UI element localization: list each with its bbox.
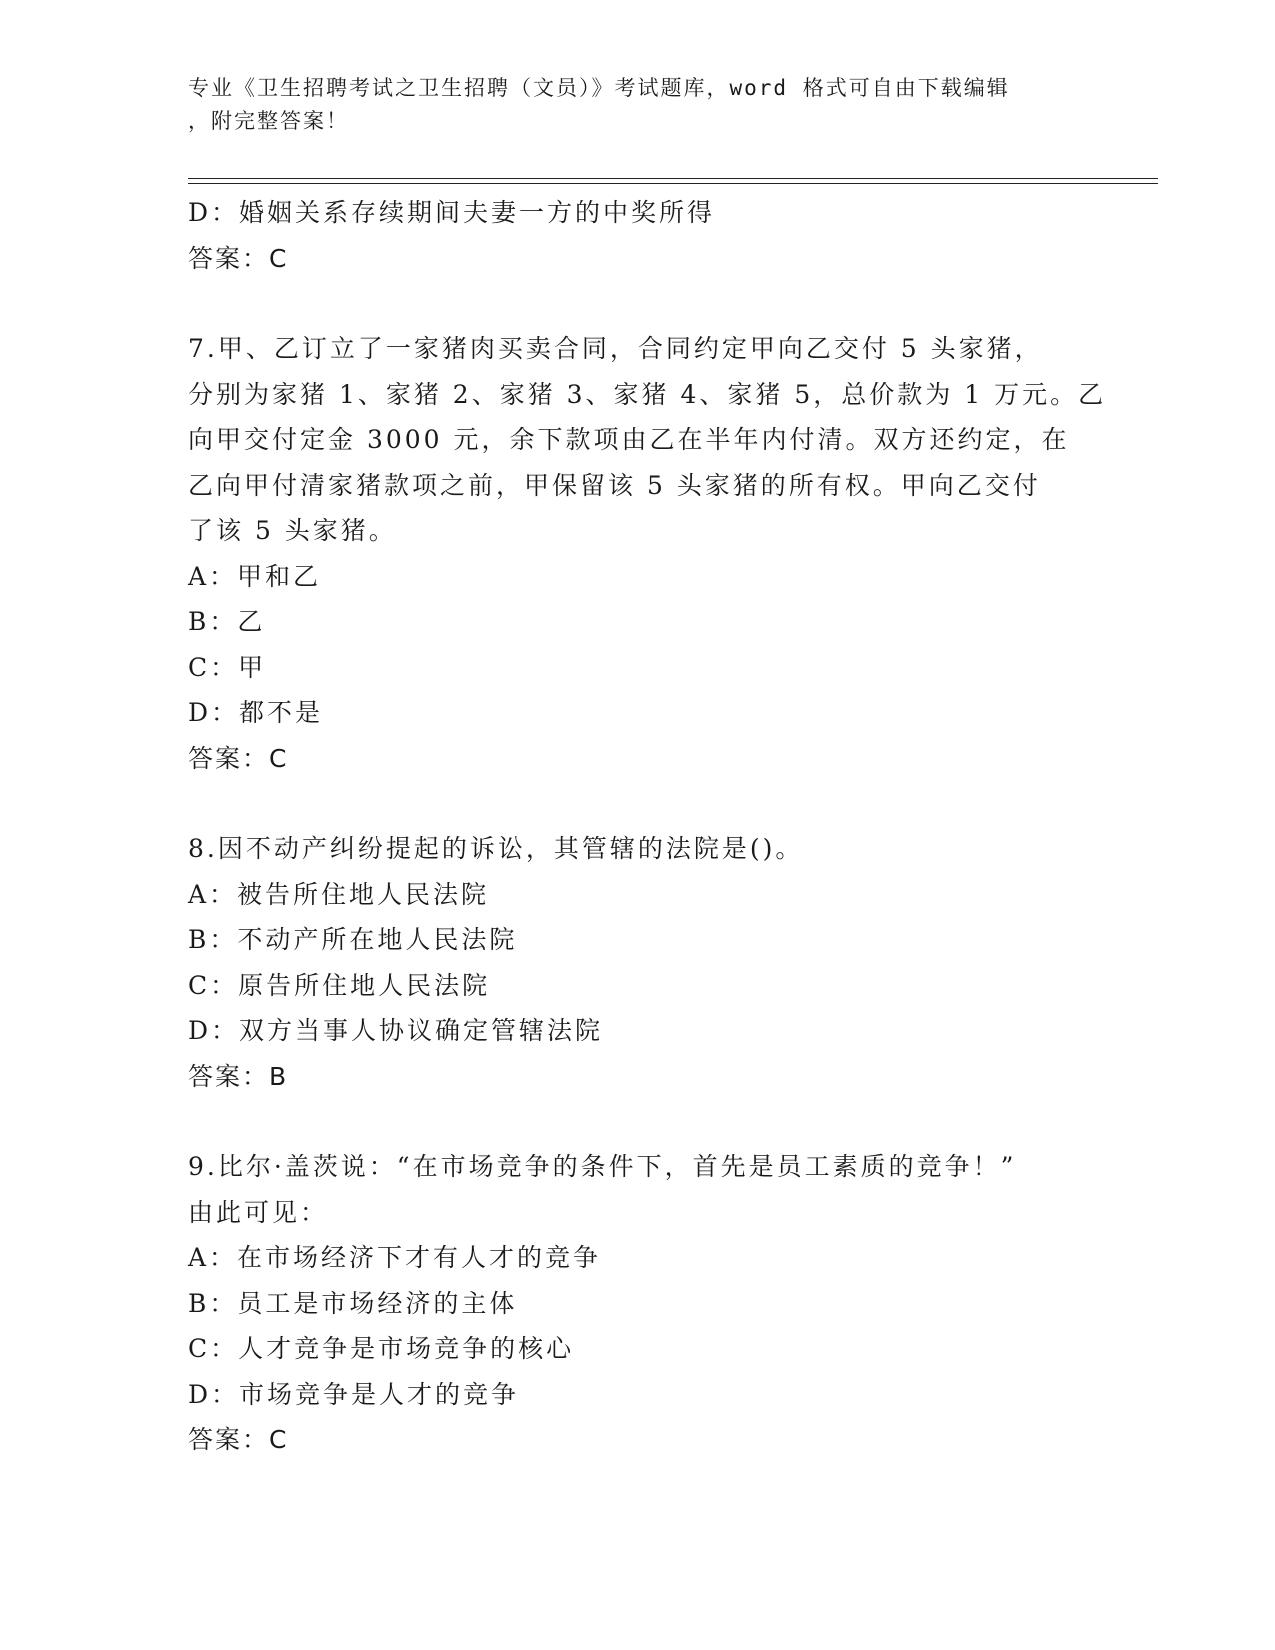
answer-line: 答案：C	[188, 1425, 289, 1454]
question-list	[188, 190, 1107, 1463]
answer-line: 答案：B	[188, 1061, 289, 1091]
question-stem-line: 由此可见：	[188, 1197, 329, 1227]
option-b: B：乙	[188, 607, 266, 636]
answer-line: 答案：C	[188, 243, 289, 273]
option-c: C：原告所住地人民法院	[188, 970, 491, 1000]
option-c: C：甲	[188, 652, 267, 682]
question-8	[188, 826, 1088, 1099]
question-stem-line: 7.甲、乙订立了一家猪肉买卖合同，合同约定甲向乙交付 5 头家猪，	[188, 334, 1043, 363]
question-6-tail	[188, 190, 1088, 281]
question-stem-line: 乙向甲付清家猪款项之前，甲保留该 5 头家猪的所有权。甲向乙交付	[188, 470, 1041, 500]
option-a: A：被告所住地人民法院	[188, 879, 490, 909]
answer-line: 答案：C	[188, 743, 289, 773]
header-divider-bottom	[188, 183, 1158, 184]
question-stem-line: 9.比尔·盖茨说：“在市场竞争的条件下，首先是员工素质的竞争！”	[188, 1152, 1017, 1181]
spacer	[188, 281, 1088, 326]
option-b: B：员工是市场经济的主体	[188, 1288, 518, 1318]
option-d: D：双方当事人协议确定管辖法院	[188, 1016, 604, 1045]
option-a: A：在市场经济下才有人才的竞争	[188, 1243, 602, 1272]
option-d: D：市场竞争是人才的竞争	[188, 1379, 520, 1409]
question-stem-line: 了该 5 头家猪。	[188, 516, 397, 545]
question-stem-line: 分别为家猪 1、家猪 2、家猪 3、家猪 4、家猪 5，总价款为 1 万元。乙	[188, 379, 1107, 409]
option-b: B：不动产所在地人民法院	[188, 925, 518, 954]
option-d: D：都不是	[188, 698, 324, 727]
option-d: D：婚姻关系存续期间夫妻一方的中奖所得	[188, 198, 716, 227]
question-stem-line: 向甲交付定金 3000 元，余下款项由乙在半年内付清。双方还约定，在	[188, 425, 1070, 454]
question-9	[188, 1144, 1088, 1463]
header-divider-top	[188, 178, 1158, 179]
document-header	[188, 72, 1068, 138]
header-line-1: 专业《卫生招聘考试之卫生招聘（文员）》考试题库，word 格式可自由下载编辑	[188, 76, 1010, 100]
option-c: C：人才竞争是市场竞争的核心	[188, 1334, 575, 1363]
spacer	[188, 781, 1088, 826]
question-stem-line: 8.因不动产纠纷提起的诉讼，其管辖的法院是()。	[188, 834, 804, 863]
option-a: A：甲和乙	[188, 561, 322, 591]
question-7	[188, 326, 1107, 781]
header-line-2: ，附完整答案！	[188, 109, 349, 133]
spacer	[188, 1099, 1088, 1144]
